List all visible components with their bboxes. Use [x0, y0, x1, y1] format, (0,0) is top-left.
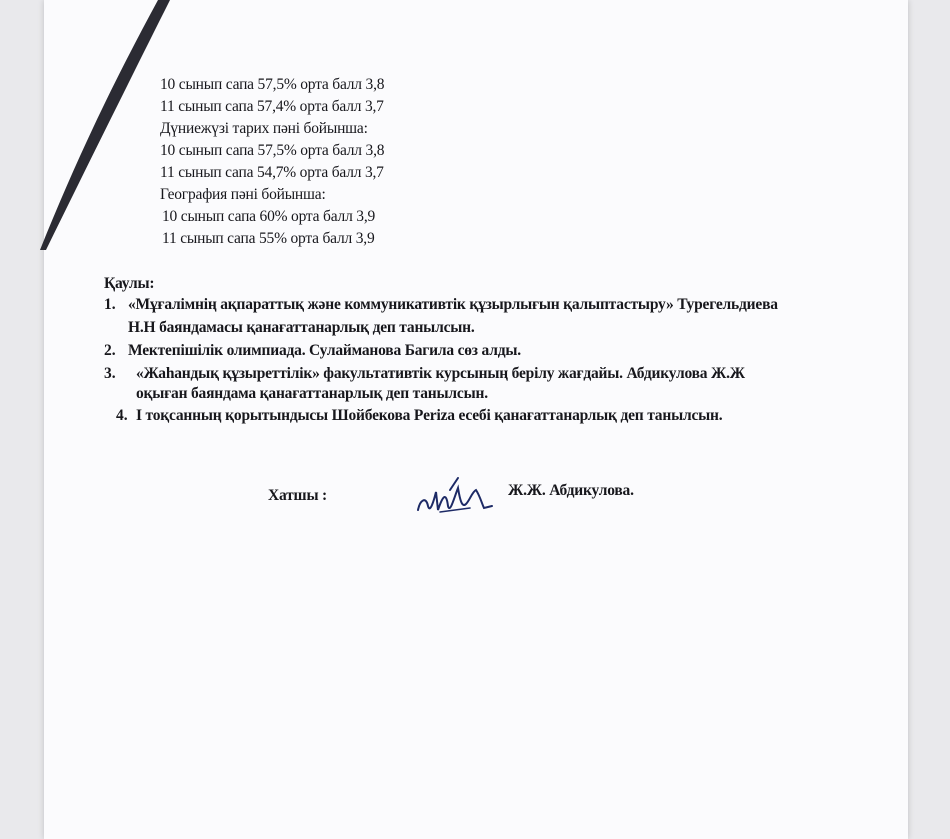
stat-line: 11 сынып сапа 55% орта балл 3,9: [162, 230, 375, 247]
secretary-label: Хатшы :: [268, 487, 327, 504]
decision-item-text: оқыған баяндама қанағаттанарлық деп танылсын.: [136, 385, 488, 402]
stat-line: 10 сынып сапа 57,5% орта балл 3,8: [160, 142, 385, 159]
signature-mark: [410, 470, 500, 520]
stat-line: 10 сынып сапа 57,5% орта балл 3,8: [160, 76, 385, 93]
world-history-heading: Дүниежүзі тарих пәні бойынша:: [160, 120, 368, 137]
stat-line: 10 сынып сапа 60% орта балл 3,9: [162, 208, 376, 225]
decision-number: 4.: [116, 407, 128, 424]
secretary-name: Ж.Ж. Абдикулова.: [508, 482, 634, 499]
decision-item-text: «Мұғалімнің ақпараттық және коммуникативтік құзырлығын қалыптастыру» Турегельдиева: [128, 296, 778, 313]
decision-number: 1.: [104, 296, 116, 313]
decision-item-text: «Жаһандық құзыреттілік» факультативтік курсының берілу жағдайы. Абдикулова Ж.Ж: [136, 365, 745, 382]
decision-item-text: Мектепішілік олимпиада. Сулайманова Багила сөз алды.: [128, 342, 521, 359]
stat-line: 11 сынып сапа 57,4% орта балл 3,7: [160, 98, 384, 115]
page-fold-shadow: [40, 0, 170, 250]
geography-heading: География пәні бойынша:: [160, 186, 326, 203]
decision-item-text: І тоқсанның қорытындысы Шойбекова Periza есебі қанағаттанарлық деп танылсын.: [136, 407, 723, 424]
decision-item-text: Н.Н баяндамасы қанағаттанарлық деп танылсын.: [128, 319, 475, 336]
decision-number: 3.: [104, 365, 116, 382]
stat-line: 11 сынып сапа 54,7% орта балл 3,7: [160, 164, 384, 181]
decisions-heading: Қаулы:: [104, 275, 155, 292]
decision-number: 2.: [104, 342, 116, 359]
